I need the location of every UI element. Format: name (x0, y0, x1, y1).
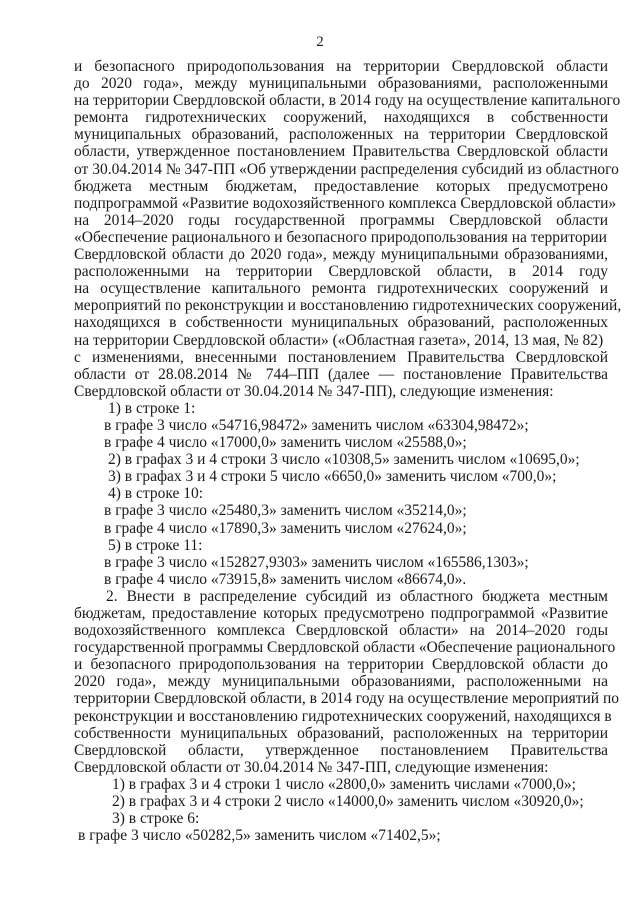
text-line: в графе 3 число «54716,98472» заменить числом «63304,98472»; (104, 416, 529, 434)
text-line: мероприятий по реконструкции и восстановлению гидротехнических сооружений, (74, 297, 622, 315)
list-item: 3) в графах 3 и 4 строки 5 число «6650,0» заменить числом «700,0»; (108, 468, 557, 486)
list-item: 2) в графах 3 и 4 строки 2 число «14000,0» заменить числом «30920,0»; (112, 793, 584, 811)
text-line: территории Свердловской области, в 2014 году на осуществление мероприятий по (74, 690, 620, 708)
text-line: и безопасного природопользования на территории Свердловской области (74, 58, 608, 75)
text-line: бюджета местным бюджетам, предоставление которых предусмотрено (74, 177, 608, 195)
text-line: 2. Внести в распределение субсидий из областного бюджета местным (106, 587, 608, 605)
text-line: в графе 3 число «25480,3» заменить числом «35214,0»; (104, 502, 467, 520)
list-item: 1) в строке 1: (108, 399, 196, 417)
text-line: находящихся в собственности муниципальных образований, расположенных (74, 314, 608, 332)
text-line: бюджетам, предоставление которых предусмотрено подпрограммой «Развитие (74, 605, 608, 622)
text-line: Свердловской области от 30.04.2014 № 347-ПП, следующие изменения: (74, 758, 549, 776)
page-number: 2 (316, 34, 324, 50)
text-line: собственности муниципальных образований, расположенных на территории (74, 724, 608, 742)
text-line: водохозяйственного комплекса Свердловской области» на 2014–2020 годы (74, 622, 608, 640)
text-line: Свердловской области до 2020 года», между муниципальными образованиями, (74, 246, 608, 264)
text-line: ремонта гидротехнических сооружений, находящихся в собственности (74, 109, 608, 127)
text-line: расположенными на территории Свердловской области, в 2014 году (74, 263, 608, 281)
text-line: на 2014–2020 годы государственной программы Свердловской области (74, 211, 608, 229)
text-line: на осуществление капитального ремонта гидротехнических сооружений и (74, 280, 608, 298)
text-line: Свердловской области, утвержденное постановлением Правительства (74, 741, 608, 759)
list-item: 2) в графах 3 и 4 строки 3 число «10308,5» заменить числом «10695,0»; (108, 451, 580, 469)
document-body (74, 58, 622, 845)
text-line: и безопасного природопользования на территории Свердловской области до (74, 656, 608, 674)
text-line: «Обеспечение рационального и безопасного природопользования на территории (74, 228, 607, 246)
text-line: Свердловской области от 30.04.2014 № 347-ПП), следующие изменения: (74, 382, 554, 400)
text-line: на территории Свердловской области» («Областная газета», 2014, 13 мая, № 82) (74, 331, 604, 349)
text-line: в графе 4 число «17890,3» заменить числом «27624,0»; (104, 519, 467, 537)
text-line: области, утвержденное постановлением Правительства Свердловской области (74, 143, 608, 161)
text-line: 2020 года», между муниципальными образованиями, расположенными на (74, 673, 608, 691)
text-line: подпрограммой «Развитие водохозяйственного комплекса Свердловской области» (74, 194, 617, 212)
text-line: в графе 4 число «17000,0» заменить числом «25588,0»; (104, 434, 467, 452)
list-item: 3) в строке 6: (112, 810, 200, 828)
text-line: муниципальных образований, расположенных на территории Свердловской (74, 126, 608, 144)
list-item: 4) в строке 10: (108, 485, 204, 503)
text-line: в графе 3 число «50282,5» заменить числом «71402,5»; (78, 827, 441, 845)
text-line: государственной программы Свердловской области «Обеспечение рационального (74, 639, 616, 657)
text-line: от 30.04.2014 № 347-ПП «Об утверждении распределения субсидий из областного (74, 160, 619, 178)
text-line: реконструкции и восстановлению гидротехнических сооружений, находящихся в (74, 707, 612, 725)
list-item: 1) в графах 3 и 4 строки 1 число «2800,0» заменить числами «7000,0»; (112, 775, 576, 793)
text-line: области от 28.08.2014 № 744–ПП (далее — постановление Правительства (74, 365, 608, 383)
text-line: до 2020 года», между муниципальными образованиями, расположенными (74, 75, 608, 93)
text-line: на территории Свердловской области, в 2014 году на осуществление капитального (74, 92, 621, 110)
text-line: в графе 4 число «73915,8» заменить числом «86674,0». (104, 570, 467, 588)
list-item: 5) в строке 11: (108, 536, 203, 554)
text-line: с изменениями, внесенными постановлением Правительства Свердловской (74, 348, 608, 366)
text-line: в графе 3 число «152827,9303» заменить числом «165586,1303»; (104, 553, 529, 571)
